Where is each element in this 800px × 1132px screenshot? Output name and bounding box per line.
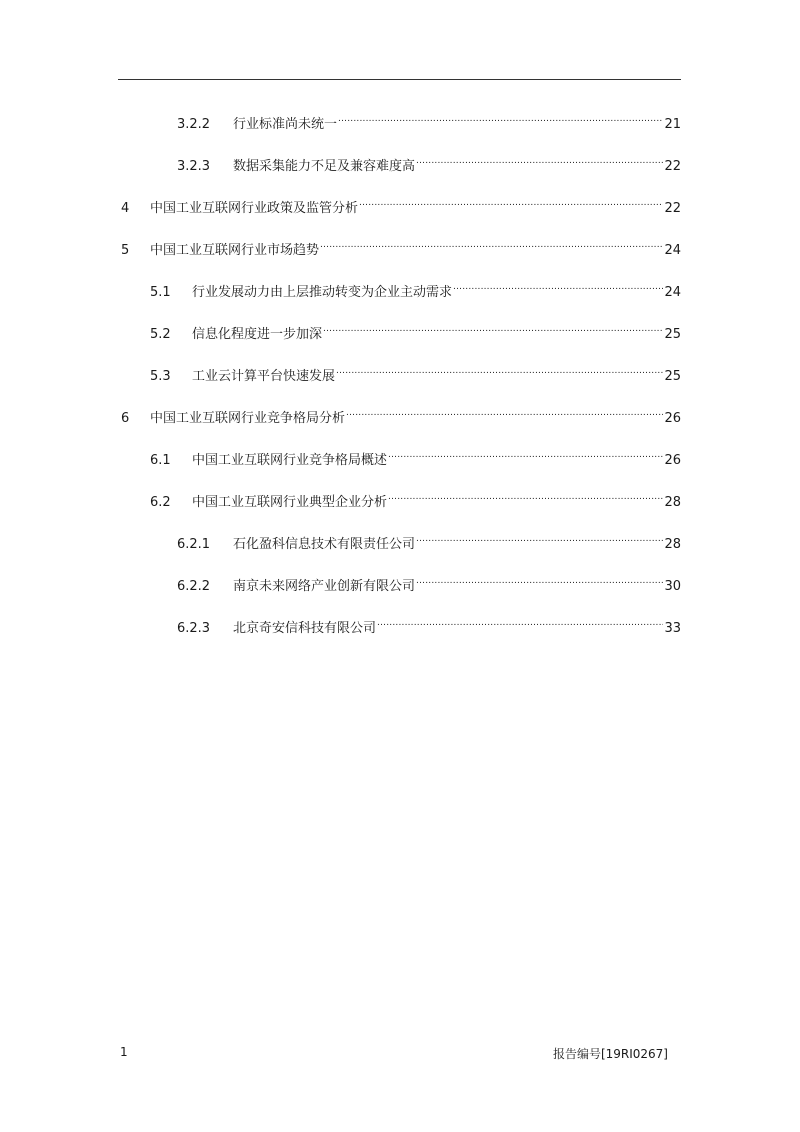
toc-dot-leader	[453, 276, 663, 296]
toc-entry-page: 22	[664, 159, 681, 174]
footer-page-number: 1	[120, 1045, 128, 1059]
toc-entry-4[interactable]	[121, 192, 681, 216]
toc-entry-title: 行业标准尚未统一	[233, 117, 338, 132]
toc-entry-title: 石化盈科信息技术有限责任公司	[233, 537, 416, 552]
toc-entry-5-3[interactable]	[150, 360, 681, 384]
toc-dot-leader	[323, 318, 663, 338]
toc-entry-title: 中国工业互联网行业市场趋势	[150, 243, 320, 258]
toc-dot-leader	[338, 108, 663, 128]
header-divider	[118, 79, 681, 80]
toc-entry-page: 24	[664, 285, 681, 300]
toc-entry-number: 5.3	[150, 369, 171, 384]
toc-dot-leader	[359, 192, 663, 212]
toc-entry-number: 3.2.2	[177, 117, 211, 132]
toc-entry-6-2-1[interactable]	[177, 528, 681, 552]
toc-entry-number: 6.1	[150, 453, 171, 468]
toc-dot-leader	[346, 402, 663, 422]
toc-entry-number: 6.2.3	[177, 621, 211, 636]
toc-entry-number: 6	[121, 411, 130, 426]
toc-entry-page: 28	[664, 495, 681, 510]
toc-entry-number: 6.2	[150, 495, 171, 510]
toc-dot-leader	[320, 234, 663, 254]
footer-report-code: 报告编号[19RI0267]	[552, 1047, 668, 1061]
toc-entry-number: 6.2.2	[177, 579, 211, 594]
toc-entry-page: 26	[664, 411, 681, 426]
toc-entry-page: 24	[664, 243, 681, 258]
toc-entry-page: 30	[664, 579, 681, 594]
toc-entry-number: 5	[121, 243, 130, 258]
toc-entry-page: 21	[664, 117, 681, 132]
toc-entry-title: 数据采集能力不足及兼容难度高	[233, 159, 416, 174]
toc-entry-page: 25	[664, 327, 681, 342]
toc-entry-title: 南京未来网络产业创新有限公司	[233, 579, 416, 594]
toc-entry-3-2-2[interactable]	[177, 108, 681, 132]
toc-dot-leader	[336, 360, 663, 380]
toc-dot-leader	[388, 486, 663, 506]
toc-entry-page: 25	[664, 369, 681, 384]
toc-entry-number: 6.2.1	[177, 537, 211, 552]
toc-entry-number: 5.1	[150, 285, 171, 300]
toc-entry-title: 行业发展动力由上层推动转变为企业主动需求	[192, 285, 453, 300]
toc-entry-title: 中国工业互联网行业竞争格局概述	[192, 453, 388, 468]
toc-dot-leader	[377, 612, 663, 632]
toc-entry-page: 26	[664, 453, 681, 468]
toc-entry-page: 33	[664, 621, 681, 636]
toc-dot-leader	[416, 528, 663, 548]
toc-entry-title: 北京奇安信科技有限公司	[233, 621, 377, 636]
toc-entry-page: 28	[664, 537, 681, 552]
toc-entry-6-2-3[interactable]	[177, 612, 681, 636]
toc-entry-6-1[interactable]	[150, 444, 681, 468]
toc-entry-title: 信息化程度进一步加深	[192, 327, 323, 342]
toc-entry-5[interactable]	[121, 234, 681, 258]
toc-entry-number: 5.2	[150, 327, 171, 342]
toc-entry-6-2[interactable]	[150, 486, 681, 510]
toc-entry-title: 工业云计算平台快速发展	[192, 369, 336, 384]
toc-dot-leader	[388, 444, 663, 464]
toc-entry-5-2[interactable]	[150, 318, 681, 342]
toc-entry-title: 中国工业互联网行业政策及监管分析	[150, 201, 359, 216]
toc-entry-number: 4	[121, 201, 130, 216]
toc-entry-title: 中国工业互联网行业典型企业分析	[192, 495, 388, 510]
toc-entry-3-2-3[interactable]	[177, 150, 681, 174]
toc-entry-page: 22	[664, 201, 681, 216]
toc-dot-leader	[416, 570, 663, 590]
toc-entry-title: 中国工业互联网行业竞争格局分析	[150, 411, 346, 426]
toc-entry-5-1[interactable]	[150, 276, 681, 300]
toc-dot-leader	[416, 150, 663, 170]
toc-entry-number: 3.2.3	[177, 159, 211, 174]
toc-entry-6-2-2[interactable]	[177, 570, 681, 594]
toc-entry-6[interactable]	[121, 402, 681, 426]
